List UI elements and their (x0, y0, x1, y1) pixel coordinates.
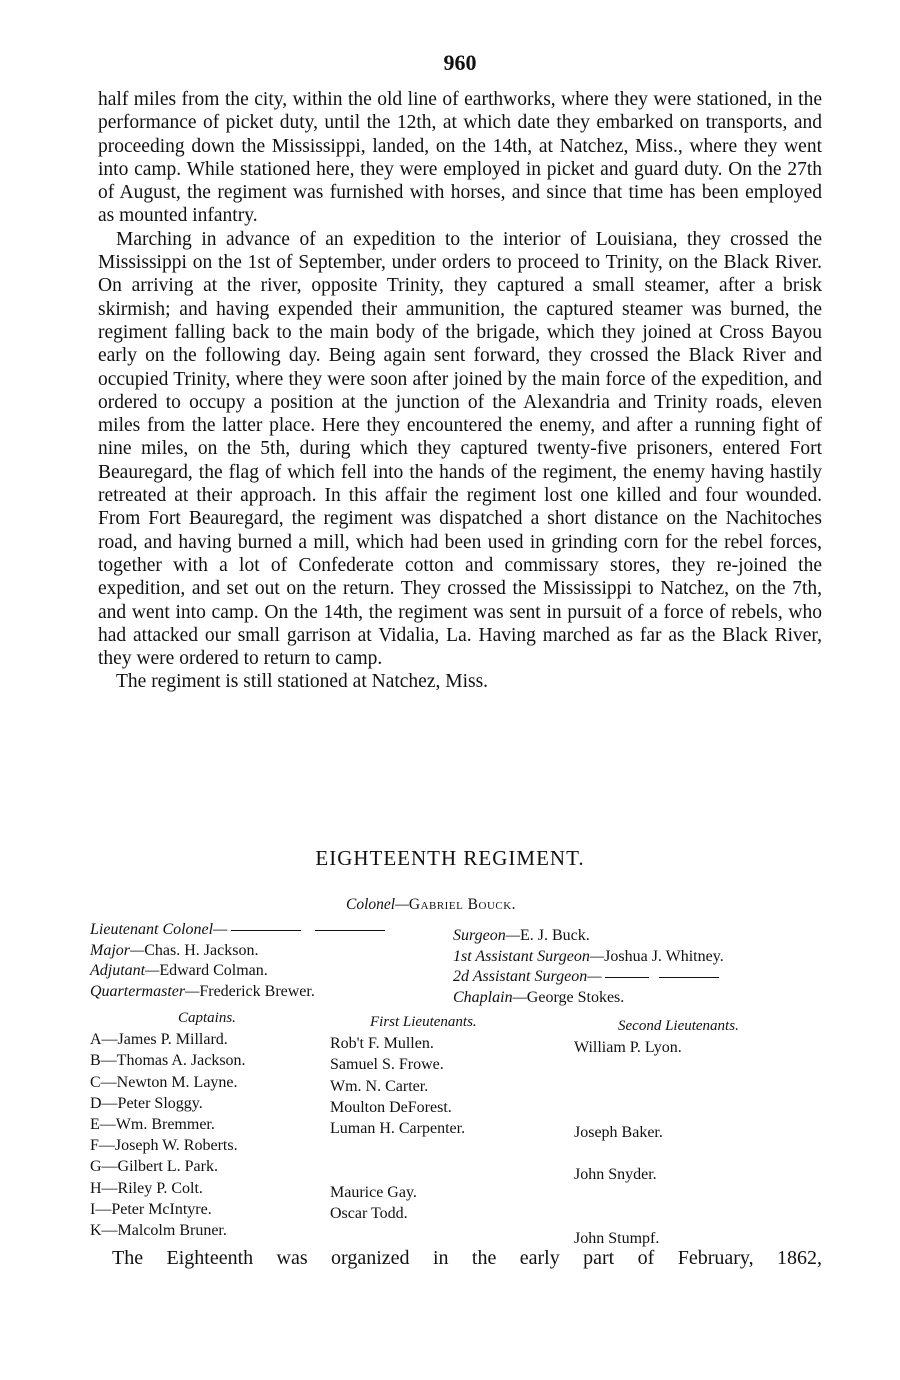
page-number: 960 (443, 50, 477, 75)
captain-entry: A—James P. Millard. (90, 1031, 228, 1049)
second-lieutenant-entry (574, 1101, 739, 1122)
paragraph: half miles from the city, within the old line of earthworks, where they were stationed, in the performance of picket duty, until the 12th, at which date they embarked on transports, and proceeding down the Mississippi, landed, on the 14th, at Natchez, Miss., where they went into camp. While stationed here, they were employed in picket and guard duty. On the 27th of August, the regiment was furnished with horses, and since that time has been employed as mounted infantry. (98, 89, 822, 227)
staff-role: 2d Assistant Surgeon— (453, 968, 602, 985)
first-lieutenants-header: First Lieutenants. (370, 1014, 477, 1030)
captain-entry: G—Gilbert L. Park. (90, 1158, 218, 1176)
blank-rule (315, 930, 385, 931)
staff-name: George Stokes. (526, 988, 625, 1006)
captain-entry: B—Thomas A. Jackson. (90, 1052, 246, 1070)
captains-header: Captains. (178, 1010, 236, 1026)
staff-name: E. J. Buck. (519, 927, 590, 944)
blank-rule (659, 977, 719, 978)
colonel-name: Gabriel Bouck. (408, 896, 517, 913)
staff-entry (90, 920, 385, 941)
first-lieutenant-entry: Rob't F. Mullen. (330, 1035, 434, 1053)
first-lieutenants-column (330, 1012, 477, 1245)
staff-role: Quartermaster— (90, 982, 200, 1000)
second-lieutenant-entry (574, 1058, 739, 1079)
second-lieutenant-entry (574, 1080, 739, 1101)
staff-role: Chaplain— (453, 988, 527, 1006)
staff-name: Chas. H. Jackson. (144, 941, 259, 959)
staff-entry (90, 941, 385, 962)
captain-entry: H—Riley P. Colt. (90, 1179, 203, 1197)
blank-rule (605, 977, 649, 978)
staff-name: Joshua J. Whitney. (604, 947, 724, 965)
captain-entry: E—Wm. Bremmer. (90, 1116, 215, 1134)
second-lieutenant-entry: John Stumpf. (574, 1229, 660, 1247)
first-lieutenant-entry (330, 1139, 477, 1160)
staff-role: 1st Assistant Surgeon— (453, 947, 605, 965)
staff-entry (90, 982, 385, 1003)
staff-entry (453, 926, 724, 947)
captain-entry: C—Newton M. Layne. (90, 1073, 238, 1091)
staff-name: Frederick Brewer. (199, 982, 315, 1000)
blank-rule (231, 930, 301, 931)
staff-entry (453, 988, 724, 1009)
colonel-line (346, 896, 516, 914)
paragraph: Marching in advance of an expedition to the interior of Louisiana, they crossed the Mississippi on the 1st of September, under orders to proceed to Trinity, on the Black River. On arriving at the river, opposite Trinity, they captured a small steamer, after a brisk skirmish; and having expended their ammunition, the captured steamer was burned, the regiment falling back to the main body of the brigade, which they joined at Cross Bayou early on the following day. Being again sent forward, they crossed the Black River and occupied Trinity, where they were soon after joined by the main force of the expedition, and ordered to occupy a position at the junction of the Alexandria and Trinity roads, eleven miles from the latter place. Here they encountered the enemy, and after a running fight of nine miles, on the 5th, during which they captured twenty-five prisoners, entered Fort Beauregard, the flag of which fell into the hands of the regiment, the enemy having hastily retreated at their approach. In this affair the regiment lost one killed and four wounded. From Fort Beauregard, the regiment was dispatched a short distance on the Nachitoches road, and having burned a mill, which had been used in grinding corn for the rebel forces, together with a lot of Confederate cotton and commissary stores, they re-joined the expedition, and set out on the return. They crossed the Mississippi to Natchez, on the 7th, and went into camp. On the 14th, the regiment was sent in pursuit of a force of rebels, who had attacked our small garrison at Vidalia, La. Having marched as far as the Black River, they were ordered to return to camp. (98, 228, 822, 670)
staff-role: Lieutenant Colonel— (90, 921, 228, 938)
colonel-role: Colonel— (346, 896, 409, 913)
second-lieutenant-entry (574, 1207, 739, 1228)
staff-name: Edward Colman. (159, 962, 268, 979)
staff-role: Adjutant— (90, 962, 160, 979)
field-staff-right (453, 926, 724, 1008)
closing-line: The Eighteenth was organized in the early part of February, 1862, (112, 1247, 822, 1269)
first-lieutenant-entry: Wm. N. Carter. (330, 1077, 429, 1095)
section-heading: EIGHTEENTH REGIMENT. (315, 846, 585, 870)
captain-entry: D—Peter Sloggy. (90, 1094, 203, 1112)
staff-role: Major— (90, 941, 145, 959)
second-lieutenant-entry: John Snyder. (574, 1166, 657, 1184)
first-lieutenant-entry: Maurice Gay. (330, 1183, 417, 1201)
first-lieutenant-entry: Luman H. Carpenter. (330, 1119, 466, 1137)
field-staff-left (90, 920, 385, 1002)
staff-role: Surgeon— (453, 927, 520, 944)
first-lieutenant-entry: Moulton DeForest. (330, 1098, 452, 1116)
second-lieutenant-entry (574, 1186, 739, 1207)
captain-entry: K—Malcolm Bruner. (90, 1222, 227, 1240)
first-lieutenant-entry: Samuel S. Frowe. (330, 1056, 444, 1074)
paragraph: The regiment is still stationed at Natchez, Miss. (116, 671, 489, 693)
second-lieutenants-column (574, 1016, 739, 1249)
first-lieutenant-entry: Oscar Todd. (330, 1204, 408, 1222)
captain-entry: I—Peter McIntyre. (90, 1200, 212, 1218)
second-lieutenant-entry: Joseph Baker. (574, 1123, 663, 1141)
captain-entry: F—Joseph W. Roberts. (90, 1137, 238, 1155)
second-lieutenant-entry (574, 1143, 739, 1164)
staff-entry (453, 967, 724, 988)
captains-column (90, 1008, 246, 1241)
narrative-text (98, 88, 822, 694)
second-lieutenants-header: Second Lieutenants. (618, 1018, 739, 1034)
staff-entry (453, 947, 724, 968)
second-lieutenant-entry: William P. Lyon. (574, 1039, 682, 1057)
first-lieutenant-entry (330, 1224, 477, 1245)
first-lieutenant-entry (330, 1160, 477, 1181)
staff-entry (90, 961, 385, 982)
